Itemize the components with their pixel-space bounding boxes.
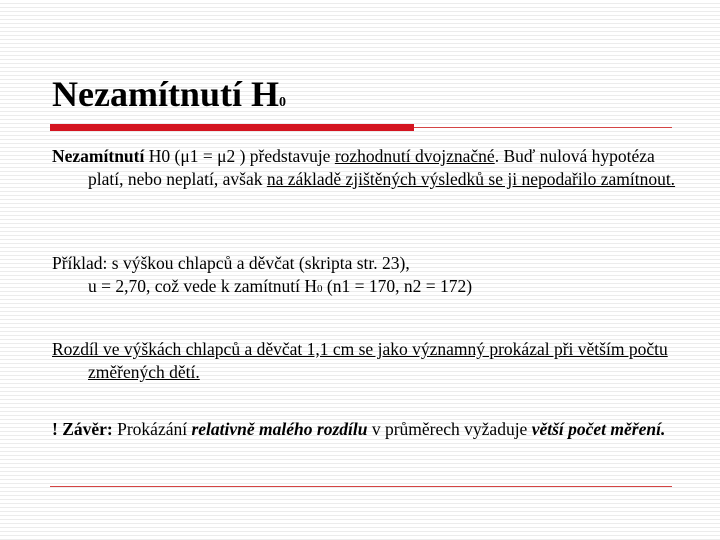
bottom-divider-line (50, 486, 672, 487)
example-line-1: Příklad: s výškou chlapců a děvčat (skripta str. 23), (52, 253, 410, 273)
conclusion-bold-lead: ! Závěr: (52, 419, 113, 439)
example-line-2a: u = 2,70, což vede k zamítnutí H (88, 276, 318, 296)
conclusion-text-2: v průměrech vyžaduje (367, 419, 532, 439)
example-line-2b: (n1 = 170, n2 = 172) (322, 276, 473, 296)
slide-title (52, 74, 286, 123)
paragraph-definition (52, 145, 682, 191)
title-divider-line (414, 127, 672, 128)
paragraph-conclusion (52, 418, 682, 441)
definition-bold-lead: Nezamítnutí (52, 146, 145, 166)
conclusion-text-1: Prokázání (112, 419, 192, 439)
paragraph-example (52, 252, 682, 301)
difference-text: Rozdíl ve výškách chlapců a děvčat 1,1 cm se jako významný prokázal při větším počtu změřených dětí. (52, 339, 668, 382)
conclusion-emphasis-2: větší počet měření. (531, 419, 666, 439)
paragraph-difference (52, 338, 682, 384)
slide-title-text: Nezamítnutí H (52, 74, 279, 114)
definition-text-2: . Buď nulová hypotéza platí, nebo neplatí, avšak (88, 146, 655, 189)
conclusion-emphasis-1: relativně malého rozdílu (191, 419, 368, 439)
title-accent-bar (50, 124, 414, 131)
definition-text-1: H0 (μ1 = μ2 ) představuje (144, 146, 335, 166)
definition-underline-2: na základě zjištěných výsledků se ji nepodařilo zamítnout. (266, 169, 676, 189)
example-subscript: 0 (317, 283, 323, 295)
definition-underline-1: rozhodnutí dvojznačné (334, 146, 495, 166)
slide-title-subscript: 0 (278, 95, 286, 110)
